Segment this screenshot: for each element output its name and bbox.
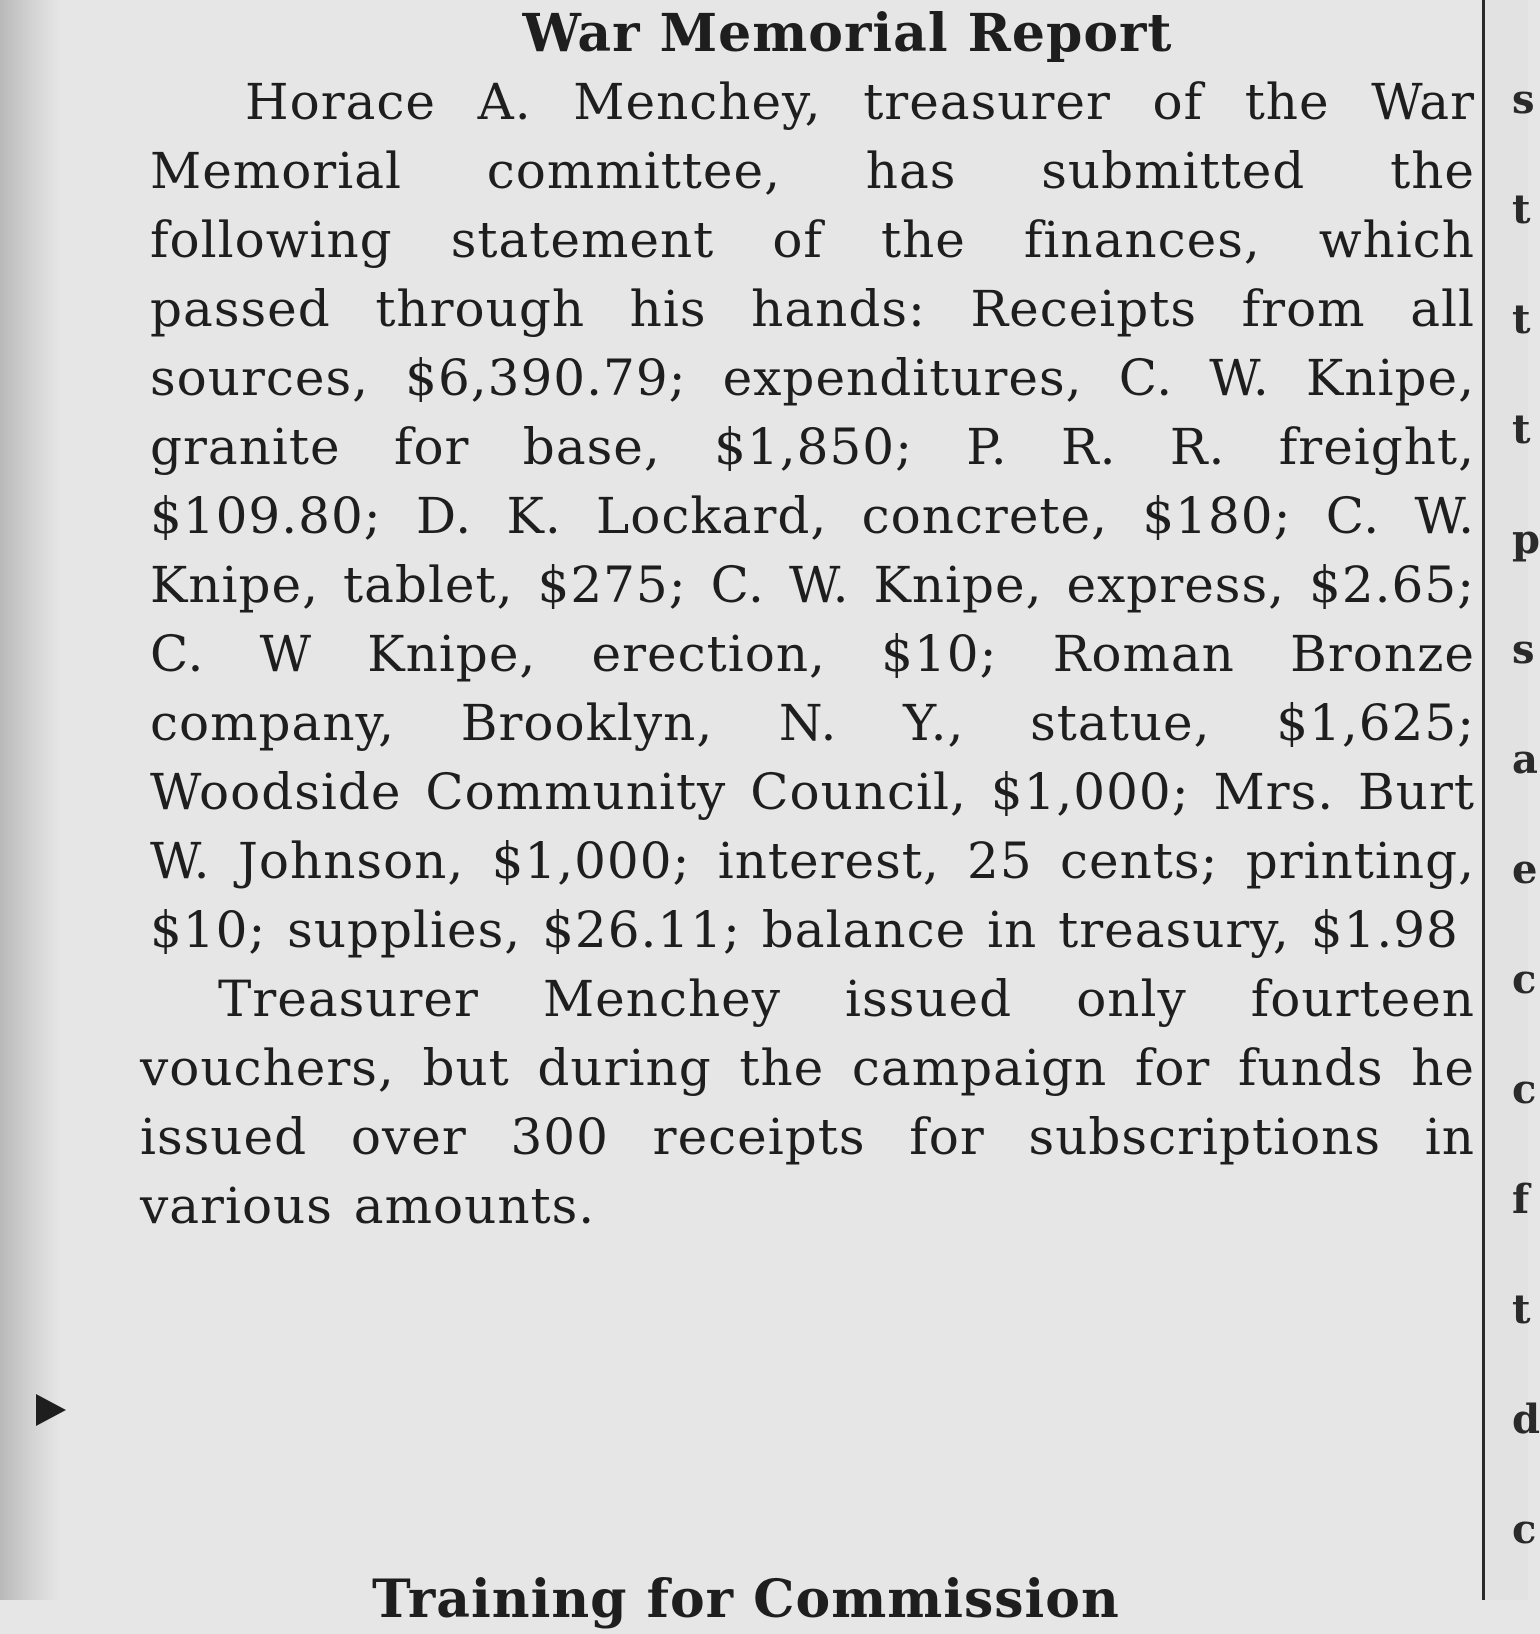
edge-letter: t [1512, 296, 1531, 343]
page-fold-shadow [0, 0, 60, 1600]
adjacent-column-edge [1485, 0, 1540, 1600]
article-headline: War Memorial Report [522, 3, 1173, 64]
edge-letter: s [1512, 76, 1535, 123]
article-paragraph-1: Horace A. Menchey, treasurer of the War Memorial committee, has submitted the following statement of the finances, which passed through his hands: Receipts from all sources, $6,390.79; expenditures, C. W. Knipe, granite for base, $1,850; P. R. R. freight, $109.80; D. K. Lockard, concrete, $180; C. W. Knipe, tablet, $275; C. W. Knipe, express, $2.65; C. W Knipe, erection, $10; Roman Bronze company, Brooklyn, N. Y., statue, $1,625; Woodside Community Council, $1,000; Mrs. Burt W. Johnson, $1,000; interest, 25 cents; printing, $10; supplies, $26.11; balance in treasury, $1.98 [150, 73, 1475, 959]
next-article-headline: Training for Commission [372, 1569, 1120, 1630]
pointer-arrow-icon [36, 1394, 66, 1426]
edge-letter: f [1512, 1176, 1530, 1223]
news-article [140, 0, 1475, 1241]
edge-letter: d [1512, 1396, 1540, 1443]
edge-letter: t [1512, 406, 1531, 453]
edge-letter: c [1512, 1066, 1537, 1113]
edge-letter: t [1512, 1286, 1531, 1333]
edge-letter: p [1512, 516, 1540, 563]
edge-letter: c [1512, 956, 1537, 1003]
edge-letter: t [1512, 186, 1531, 233]
edge-letter: s [1512, 626, 1535, 673]
edge-letter: c [1512, 1506, 1537, 1553]
edge-letter: e [1512, 846, 1538, 893]
article-paragraph-2: Treasurer Menchey issued only fourteen vouchers, but during the campaign for funds he issued over 300 receipts for subscriptions in various amounts. [140, 970, 1475, 1235]
edge-letter: a [1512, 736, 1538, 783]
